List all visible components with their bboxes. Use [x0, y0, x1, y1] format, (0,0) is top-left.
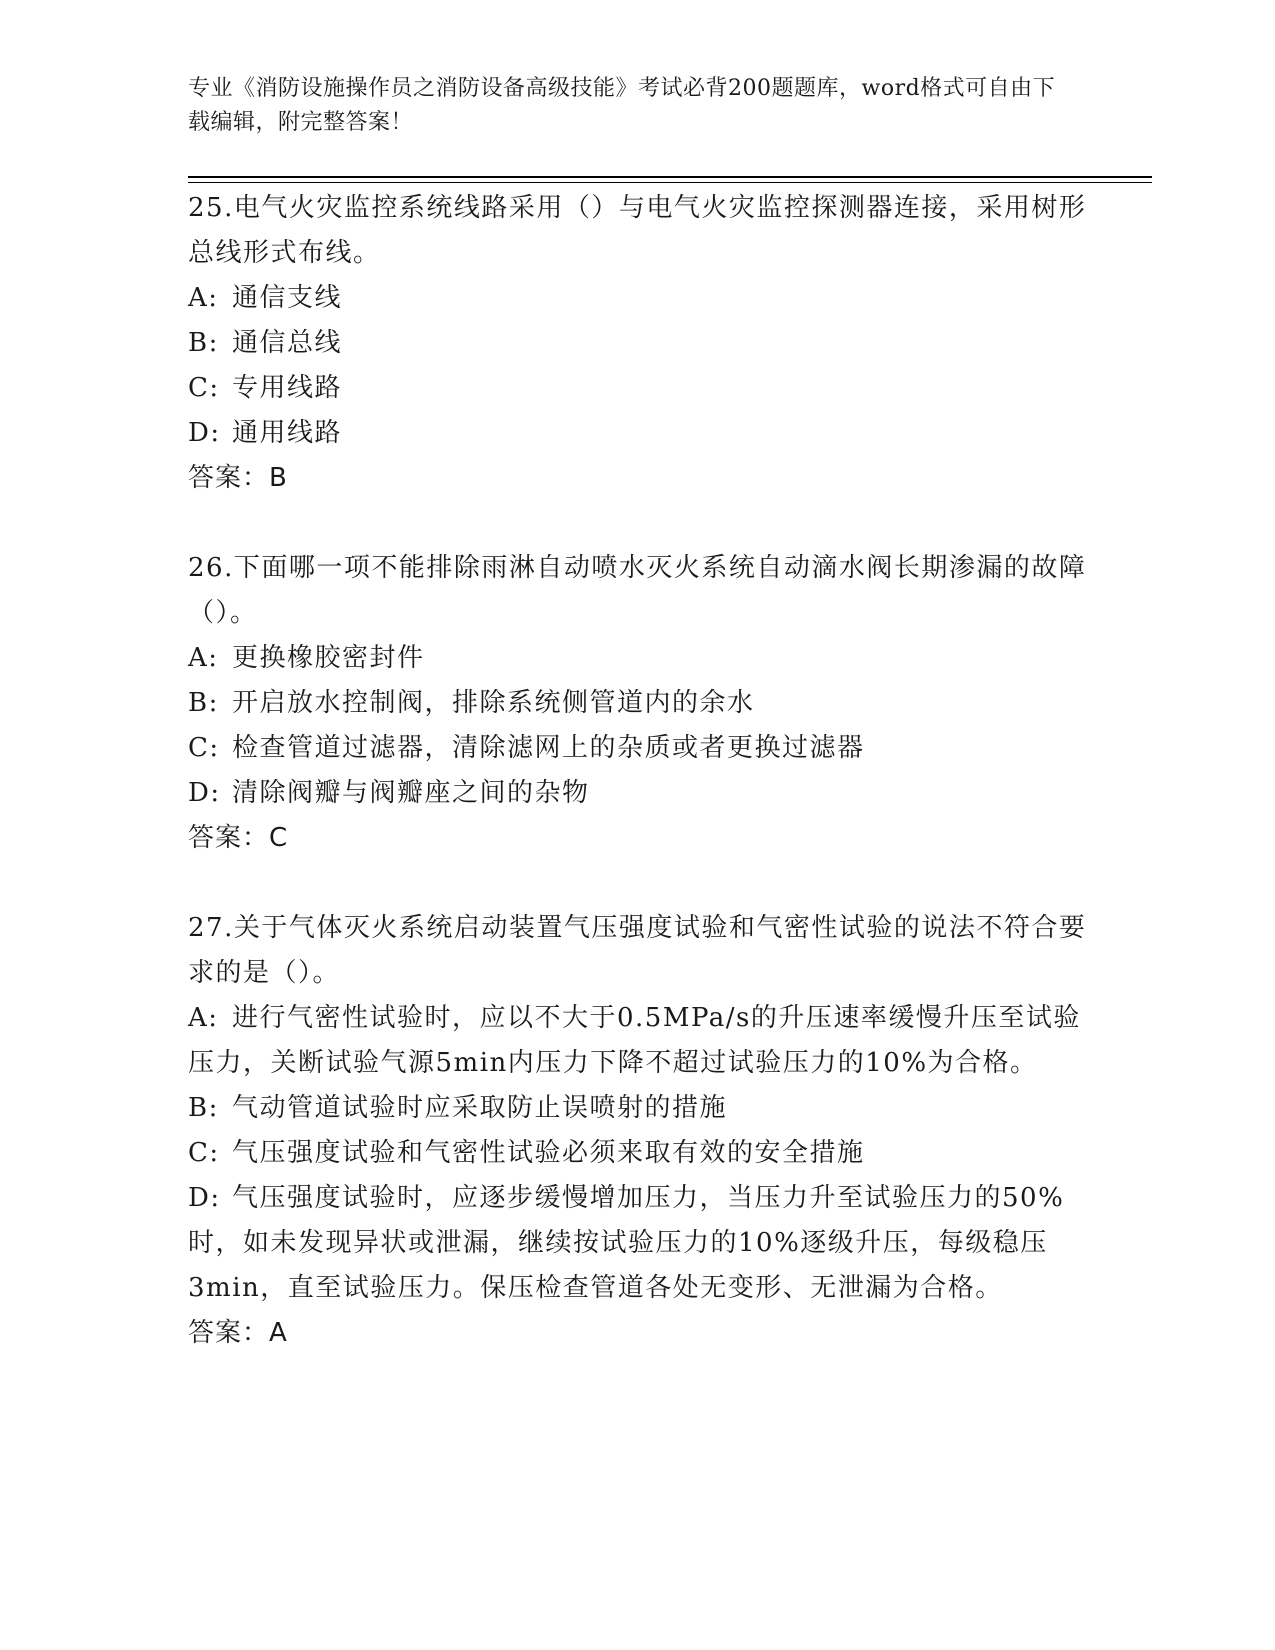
option-key: D:	[188, 778, 221, 808]
question-stem: 25.电气火灾监控系统线路采用（）与电气火灾监控探测器连接，采用树形总线形式布线。	[188, 193, 1087, 268]
question-list	[188, 186, 1088, 1401]
option-key: A:	[188, 643, 219, 673]
option-a	[188, 996, 1088, 1086]
option-text: 开启放水控制阀，排除系统侧管道内的余水	[232, 688, 755, 718]
option-key: C:	[188, 1138, 220, 1168]
option-c	[188, 1131, 1088, 1176]
answer: 答案：A	[188, 1318, 288, 1348]
option-c	[188, 366, 1088, 411]
option-text: 气动管道试验时应采取防止误喷射的措施	[232, 1093, 728, 1123]
option-text: 通信总线	[232, 328, 343, 358]
option-text: 通用线路	[232, 418, 343, 448]
option-text: 气压强度试验时，应逐步缓慢增加压力，当压力升至试验压力的50%时，如未发现异状或泄漏，继续按试验压力的10%逐级升压，每级稳压3min，直至试验压力。保压检查管道各处无变形、无泄漏为合格。	[188, 1183, 1065, 1303]
option-a	[188, 276, 1088, 321]
question-27	[188, 906, 1088, 1356]
option-text: 通信支线	[232, 283, 343, 313]
option-text: 更换橡胶密封件	[232, 643, 425, 673]
answer: 答案：C	[188, 823, 289, 853]
option-key: A:	[188, 283, 219, 313]
option-key: D:	[188, 418, 221, 448]
option-b	[188, 321, 1088, 366]
question-stem: 26.下面哪一项不能排除雨淋自动喷水灭火系统自动滴水阀长期渗漏的故障（）。	[188, 553, 1087, 628]
question-stem: 27.关于气体灭火系统启动装置气压强度试验和气密性试验的说法不符合要求的是（）。	[188, 913, 1087, 988]
option-a	[188, 636, 1088, 681]
option-b	[188, 1086, 1088, 1131]
header-divider-thick	[188, 176, 1152, 178]
option-key: B:	[188, 688, 219, 718]
option-key: B:	[188, 1093, 219, 1123]
option-b	[188, 681, 1088, 726]
option-text: 检查管道过滤器，清除滤网上的杂质或者更换过滤器	[232, 733, 865, 763]
option-d	[188, 411, 1088, 456]
header-divider-thin	[188, 182, 1152, 183]
option-text: 气压强度试验和气密性试验必须来取有效的安全措施	[232, 1138, 865, 1168]
option-key: B:	[188, 328, 219, 358]
option-key: D:	[188, 1183, 221, 1213]
option-c	[188, 726, 1088, 771]
option-text: 清除阀瓣与阀瓣座之间的杂物	[232, 778, 590, 808]
option-text: 专用线路	[232, 373, 343, 403]
option-text: 进行气密性试验时，应以不大于0.5MPa/s的升压速率缓慢升压至试验压力，关断试验气源5min内压力下降不超过试验压力的10%为合格。	[188, 1003, 1081, 1078]
question-26	[188, 546, 1088, 861]
option-key: C:	[188, 373, 220, 403]
option-d	[188, 771, 1088, 816]
answer: 答案：B	[188, 463, 288, 493]
question-25	[188, 186, 1088, 501]
document-header: 专业《消防设施操作员之消防设备高级技能》考试必背200题题库，word格式可自由下载编辑，附完整答案！	[188, 76, 1056, 135]
option-d	[188, 1176, 1088, 1311]
option-key: A:	[188, 1003, 219, 1033]
option-key: C:	[188, 733, 220, 763]
